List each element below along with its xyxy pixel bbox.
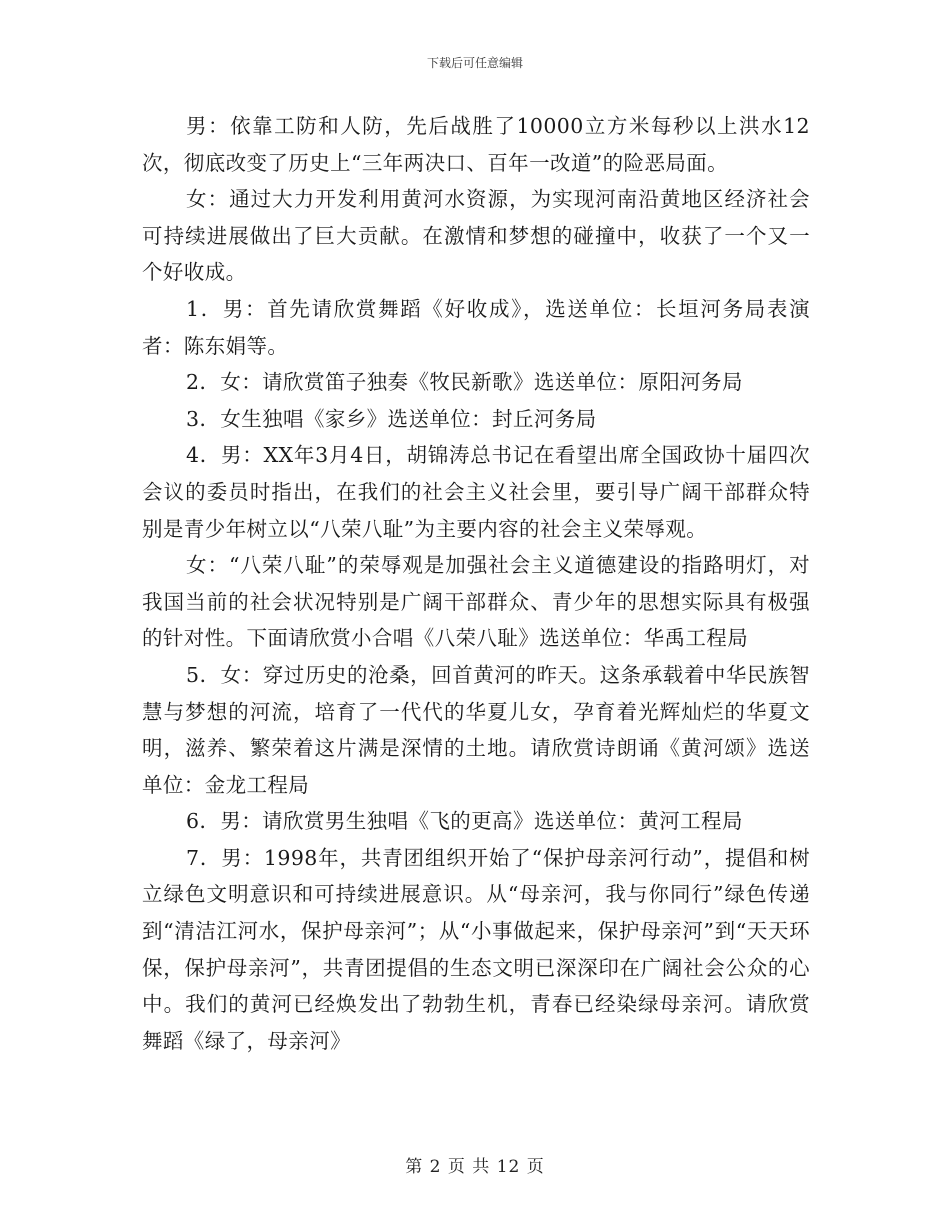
paragraph: 5．女：穿过历史的沧桑，回首黄河的昨天。这条承载着中华民族智慧与梦想的河流，培育了一代代的华夏儿女，孕育着光辉灿烂的华夏文明，滋养、繁荣着这片满是深情的土地。请欣赏诗朗诵《黄河颂》选送单位：金龙工程局	[142, 662, 810, 797]
paragraph: 女：“八荣八耻”的荣辱观是加强社会主义道德建设的指路明灯，对我国当前的社会状况特别是广阔干部群众、青少年的思想实际具有极强的针对性。下面请欣赏小合唱《八荣八耻》选送单位：华禹工程局	[142, 553, 810, 651]
paragraph: 6．男：请欣赏男生独唱《飞的更高》选送单位：黄河工程局	[186, 809, 743, 834]
paragraph: 7．男：1998年，共青团组织开始了“保护母亲河行动”，提倡和树立绿色文明意识和可持续进展意识。从“母亲河，我与你同行”绿色传递到“清洁江河水，保护母亲河”；从“小事做起来，保护母亲河”到“天天环保，保护母亲河”，共青团提倡的生态文明已深深印在广阔社会公众的心中。我们的黄河已经焕发出了勃勃生机，青春已经染绿母亲河。请欣赏舞蹈《绿了，母亲河》	[142, 845, 810, 1053]
paragraph: 女：通过大力开发利用黄河水资源，为实现河南沿黄地区经济社会可持续进展做出了巨大贡献。在激情和梦想的碰撞中，收获了一个又一个好收成。	[142, 187, 810, 285]
paragraph: 1．男：首先请欣赏舞蹈《好收成》，选送单位：长垣河务局表演者：陈东娟等。	[142, 296, 810, 358]
paragraph: 4．男：XX年3月4日，胡锦涛总书记在看望出席全国政协十届四次会议的委员时指出，在我们的社会主义社会里，要引导广阔干部群众特别是青少年树立以“八荣八耻”为主要内容的社会主义荣辱观。	[142, 443, 810, 541]
page-number: 第 2 页 共 12 页	[405, 1157, 545, 1177]
document-body	[142, 108, 810, 1059]
page-header-note: 下载后可任意编辑	[426, 56, 523, 70]
paragraph: 男：依靠工防和人防，先后战胜了10000立方米每秒以上洪水12次，彻底改变了历史上“三年两决口、百年一改道”的险恶局面。	[142, 114, 810, 175]
paragraph: 2．女：请欣赏笛子独奏《牧民新歌》选送单位：原阳河务局	[186, 370, 743, 395]
paragraph: 3．女生独唱《家乡》选送单位：封丘河务局	[186, 406, 597, 431]
